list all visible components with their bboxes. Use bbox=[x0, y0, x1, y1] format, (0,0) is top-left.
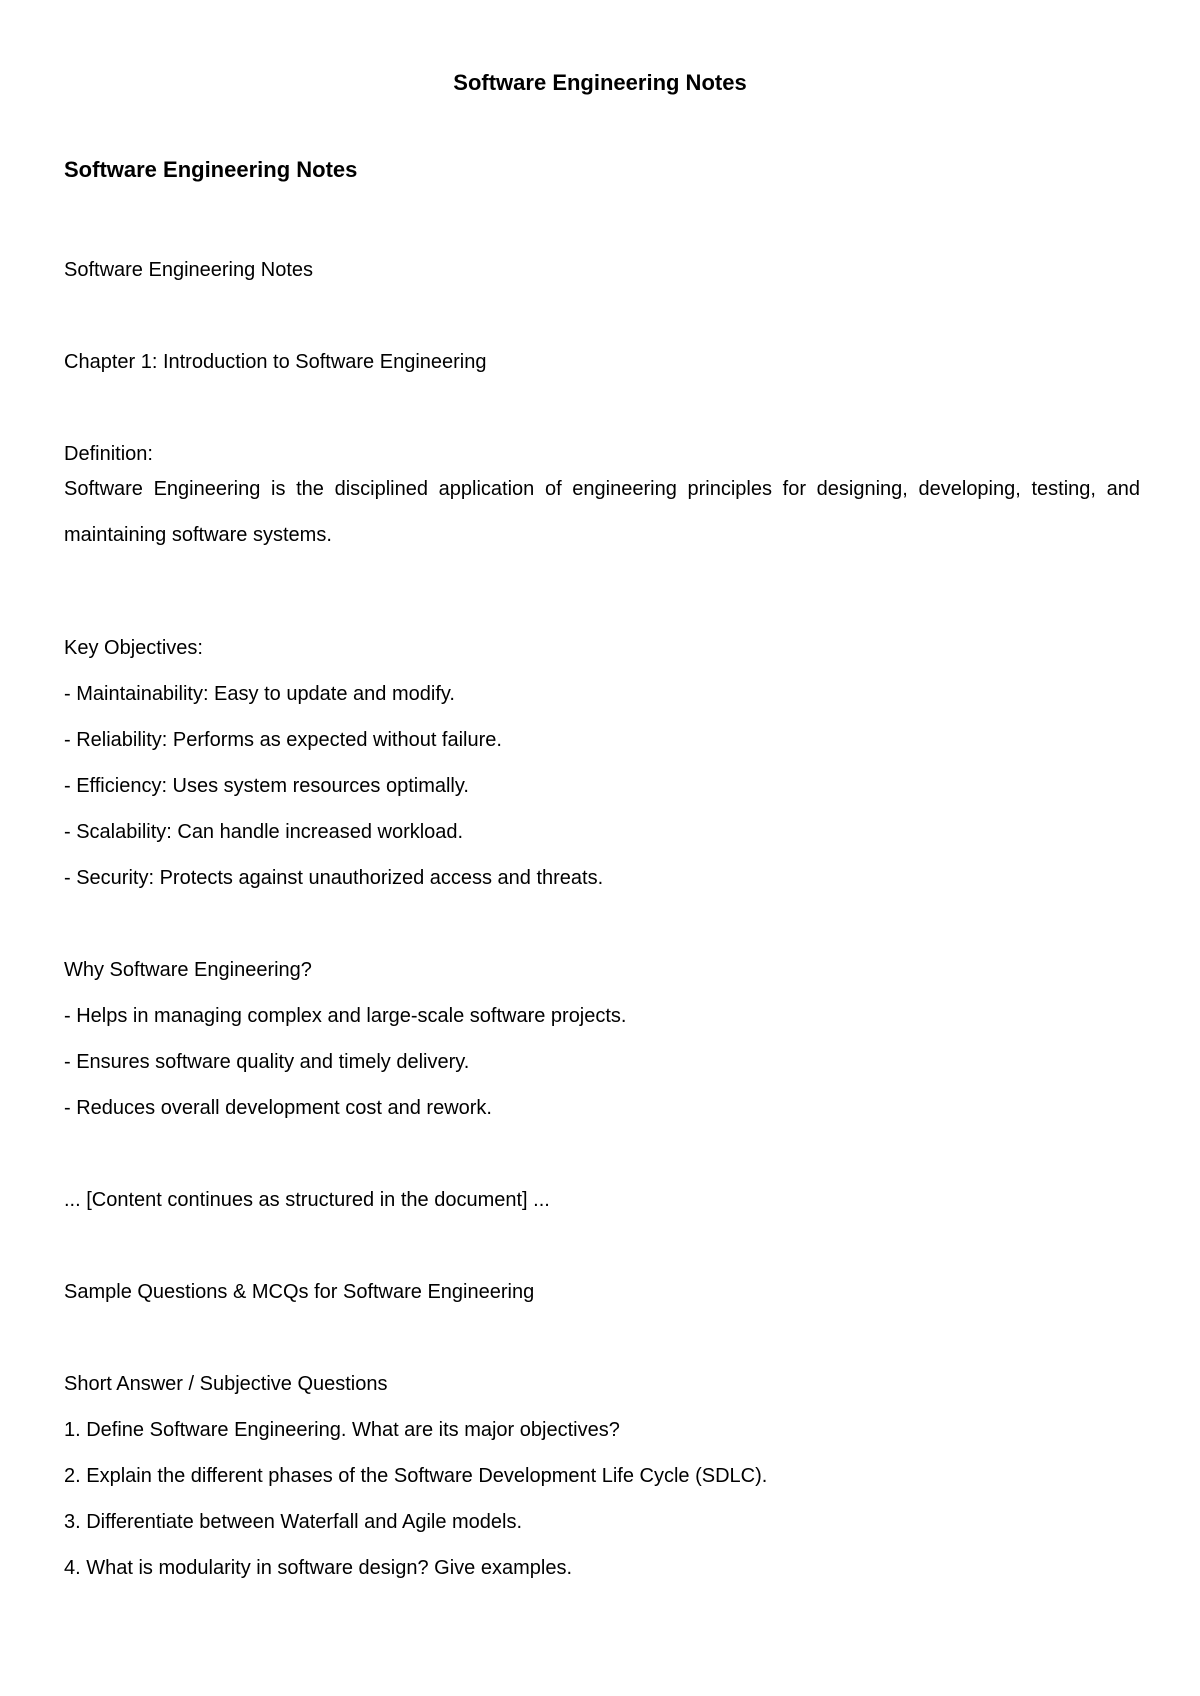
list-item: - Reduces overall development cost and rework. bbox=[64, 1097, 492, 1119]
list-item: - Scalability: Can handle increased workload. bbox=[64, 821, 464, 843]
list-item: - Reliability: Performs as expected without failure. bbox=[64, 729, 502, 751]
list-item: - Helps in managing complex and large-scale software projects. bbox=[64, 1005, 627, 1027]
short-answer-label: Short Answer / Subjective Questions bbox=[64, 1373, 388, 1395]
document-subheading: Software Engineering Notes bbox=[64, 259, 314, 281]
question-item: 4. What is modularity in software design? Give examples. bbox=[64, 1557, 572, 1579]
question-item: 2. Explain the different phases of the Software Development Life Cycle (SDLC). bbox=[64, 1465, 768, 1487]
continuation-note: ... [Content continues as structured in the document] ... bbox=[64, 1189, 550, 1211]
list-item: - Efficiency: Uses system resources optimally. bbox=[64, 775, 469, 797]
objectives-label: Key Objectives: bbox=[64, 637, 203, 659]
list-item: - Ensures software quality and timely delivery. bbox=[64, 1051, 470, 1073]
definition-text: Software Engineering is the disciplined application of engineering principles for designing, developing, testing, and maintaining software systems. bbox=[64, 478, 1140, 546]
question-item: 1. Define Software Engineering. What are its major objectives? bbox=[64, 1419, 620, 1441]
chapter-title: Chapter 1: Introduction to Software Engineering bbox=[64, 351, 487, 373]
list-item: - Maintainability: Easy to update and modify. bbox=[64, 683, 455, 705]
question-item: 3. Differentiate between Waterfall and Agile models. bbox=[64, 1511, 523, 1533]
list-item: - Security: Protects against unauthorized access and threats. bbox=[64, 867, 604, 889]
page-header-title: Software Engineering Notes bbox=[453, 70, 747, 95]
document-heading: Software Engineering Notes bbox=[64, 157, 358, 182]
why-label: Why Software Engineering? bbox=[64, 959, 312, 981]
questions-title: Sample Questions & MCQs for Software Engineering bbox=[64, 1281, 535, 1303]
definition-label: Definition: bbox=[64, 443, 153, 465]
